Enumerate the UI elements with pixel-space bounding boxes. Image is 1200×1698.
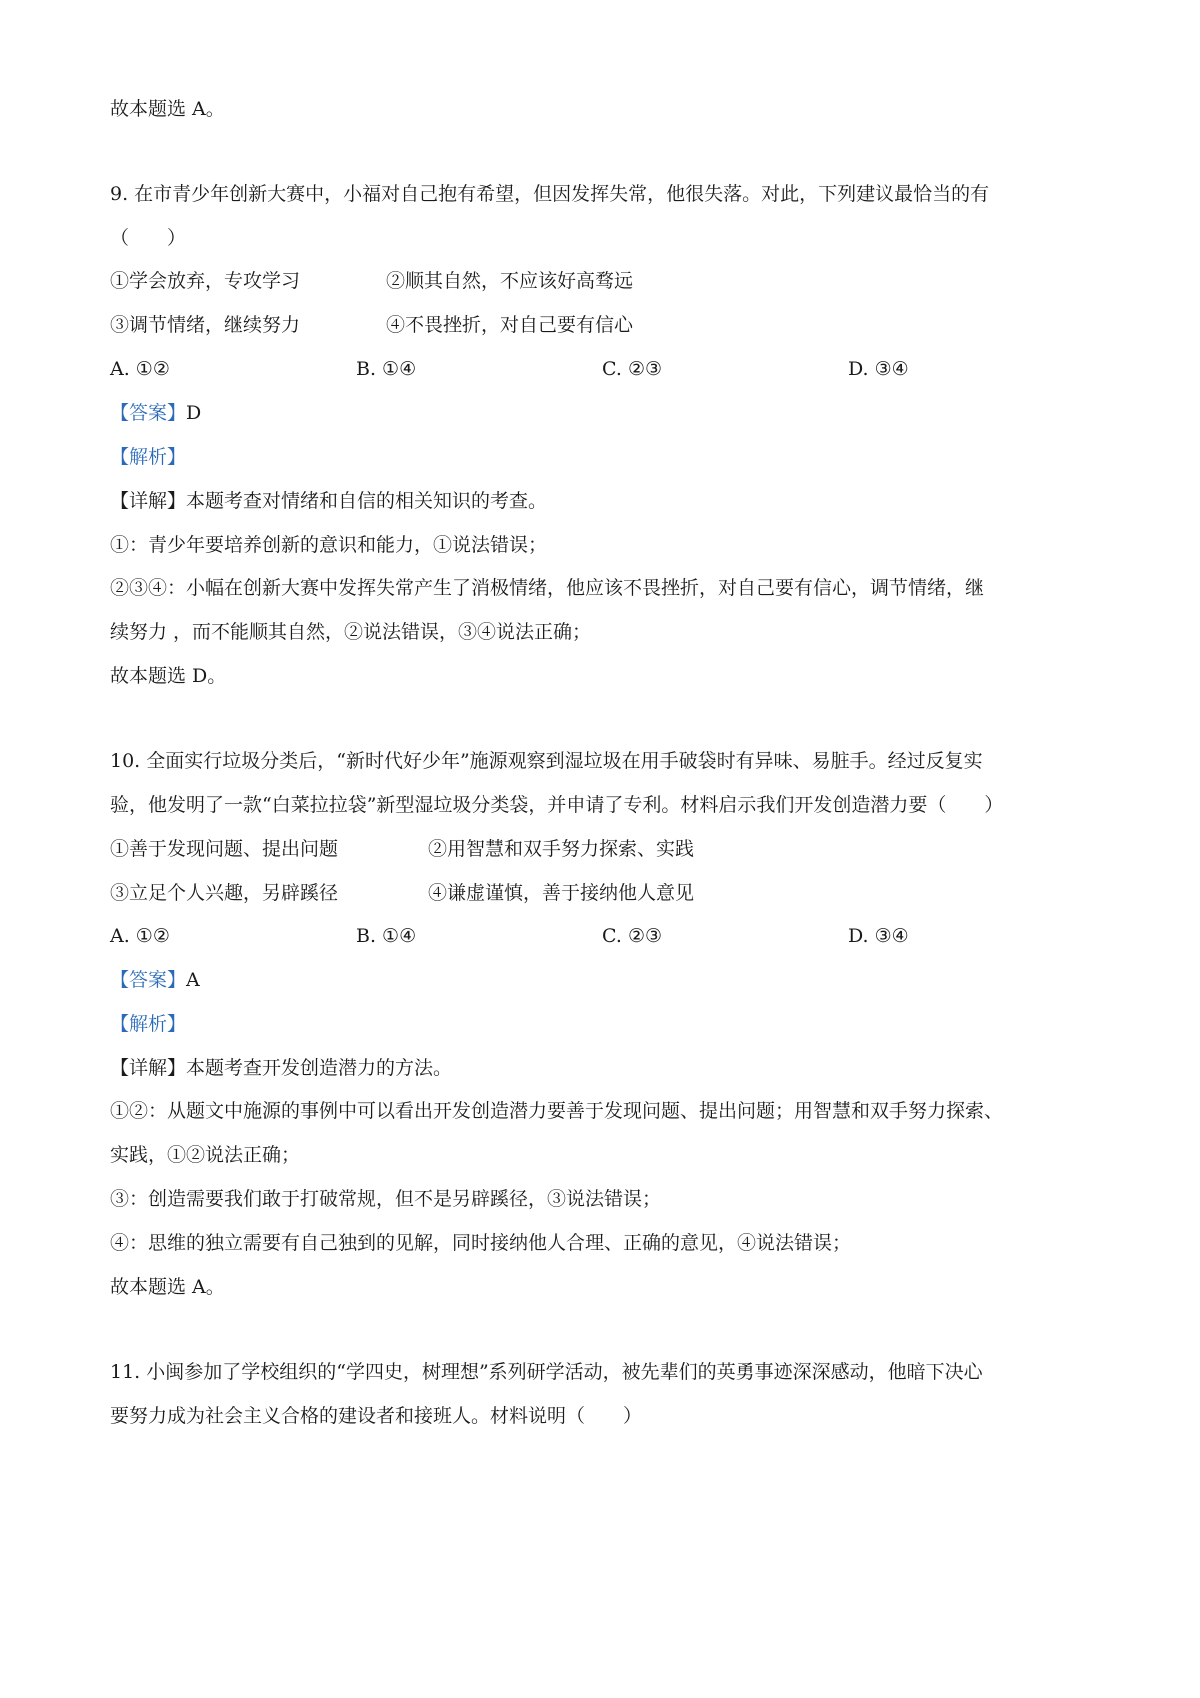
q10-explanation-3: ④：思维的独立需要有自己独到的见解，同时接纳他人合理、正确的意见，④说法错误； — [110, 1232, 852, 1254]
q10-explanation-1-line2: 实践，①②说法正确； — [110, 1144, 301, 1166]
q9-answer — [110, 400, 201, 426]
q9-analysis-label: 【解析】 — [110, 446, 187, 468]
q10-conclusion: 故本题选 A。 — [110, 1276, 225, 1298]
q9-explanation-2-line2: 续努力 ，而不能顺其自然，②说法错误，③④说法正确； — [110, 621, 592, 643]
q9-statement-1: ①学会放弃，专攻学习 — [110, 270, 301, 292]
q10-detail: 【详解】本题考查开发创造潜力的方法。 — [110, 1057, 453, 1079]
q9-explanation-1: ①：青少年要培养创新的意识和能力，①说法错误； — [110, 534, 548, 556]
q9-stem-line1: 9. 在市青少年创新大赛中，小福对自己抱有希望，但因发挥失常，他很失落。对此，下列建议最恰当的有 — [110, 183, 990, 205]
q10-answer — [110, 967, 200, 993]
q10-option-d: D. ③④ — [848, 925, 909, 947]
q9-option-c: C. ②③ — [602, 358, 663, 380]
q9-answer-value: D — [186, 402, 202, 424]
q10-explanation-1-line1: ①②：从题文中施源的事例中可以看出开发创造潜力要善于发现问题、提出问题；用智慧和双手努力探索、 — [110, 1100, 1004, 1122]
q9-explanation-2-line1: ②③④：小幅在创新大赛中发挥失常产生了消极情绪，他应该不畏挫折，对自己要有信心，调节情绪，继 — [110, 577, 985, 599]
q9-statement-3: ③调节情绪，继续努力 — [110, 314, 301, 336]
q11-stem-line1: 11. 小闽参加了学校组织的“学四史，树理想”系列研学活动，被先辈们的英勇事迹深深感动，他暗下决心 — [110, 1361, 983, 1383]
q10-option-a: A. ①② — [110, 925, 170, 947]
q9-statement-2: ②顺其自然，不应该好高骛远 — [386, 270, 634, 292]
q10-answer-label: 【答案】 — [110, 969, 187, 991]
q9-statement-4: ④不畏挫折，对自己要有信心 — [386, 314, 634, 336]
q10-statement-4: ④谦虚谨慎，善于接纳他人意见 — [428, 882, 695, 904]
q9-answer-label: 【答案】 — [110, 402, 187, 424]
q9-detail: 【详解】本题考查对情绪和自信的相关知识的考查。 — [110, 490, 548, 512]
q9-option-b: B. ①④ — [356, 358, 417, 380]
q11-stem-line2: 要努力成为社会主义合格的建设者和接班人。材料说明（ ） — [110, 1405, 643, 1427]
q10-statement-1: ①善于发现问题、提出问题 — [110, 838, 339, 860]
q10-statement-2: ②用智慧和双手努力探索、实践 — [428, 838, 695, 860]
q10-statement-3: ③立足个人兴趣，另辟蹊径 — [110, 882, 339, 904]
q8-conclusion: 故本题选 A。 — [110, 98, 225, 120]
q9-conclusion: 故本题选 D。 — [110, 665, 227, 687]
q10-stem-line1: 10. 全面实行垃圾分类后，“新时代好少年”施源观察到湿垃圾在用手破袋时有异味、易脏手。经过反复实 — [110, 750, 983, 772]
q9-stem-line2: （ ） — [110, 227, 187, 249]
q10-answer-value: A — [186, 969, 200, 991]
q9-option-d: D. ③④ — [848, 358, 909, 380]
q10-analysis-label: 【解析】 — [110, 1013, 187, 1035]
q10-explanation-2: ③：创造需要我们敢于打破常规，但不是另辟蹊径，③说法错误； — [110, 1188, 662, 1210]
q10-option-c: C. ②③ — [602, 925, 663, 947]
q10-option-b: B. ①④ — [356, 925, 417, 947]
q9-option-a: A. ①② — [110, 358, 170, 380]
q10-stem-line2: 验，他发明了一款“白菜拉拉袋”新型湿垃圾分类袋，并申请了专利。材料启示我们开发创造潜力要（ ） — [110, 794, 1004, 816]
